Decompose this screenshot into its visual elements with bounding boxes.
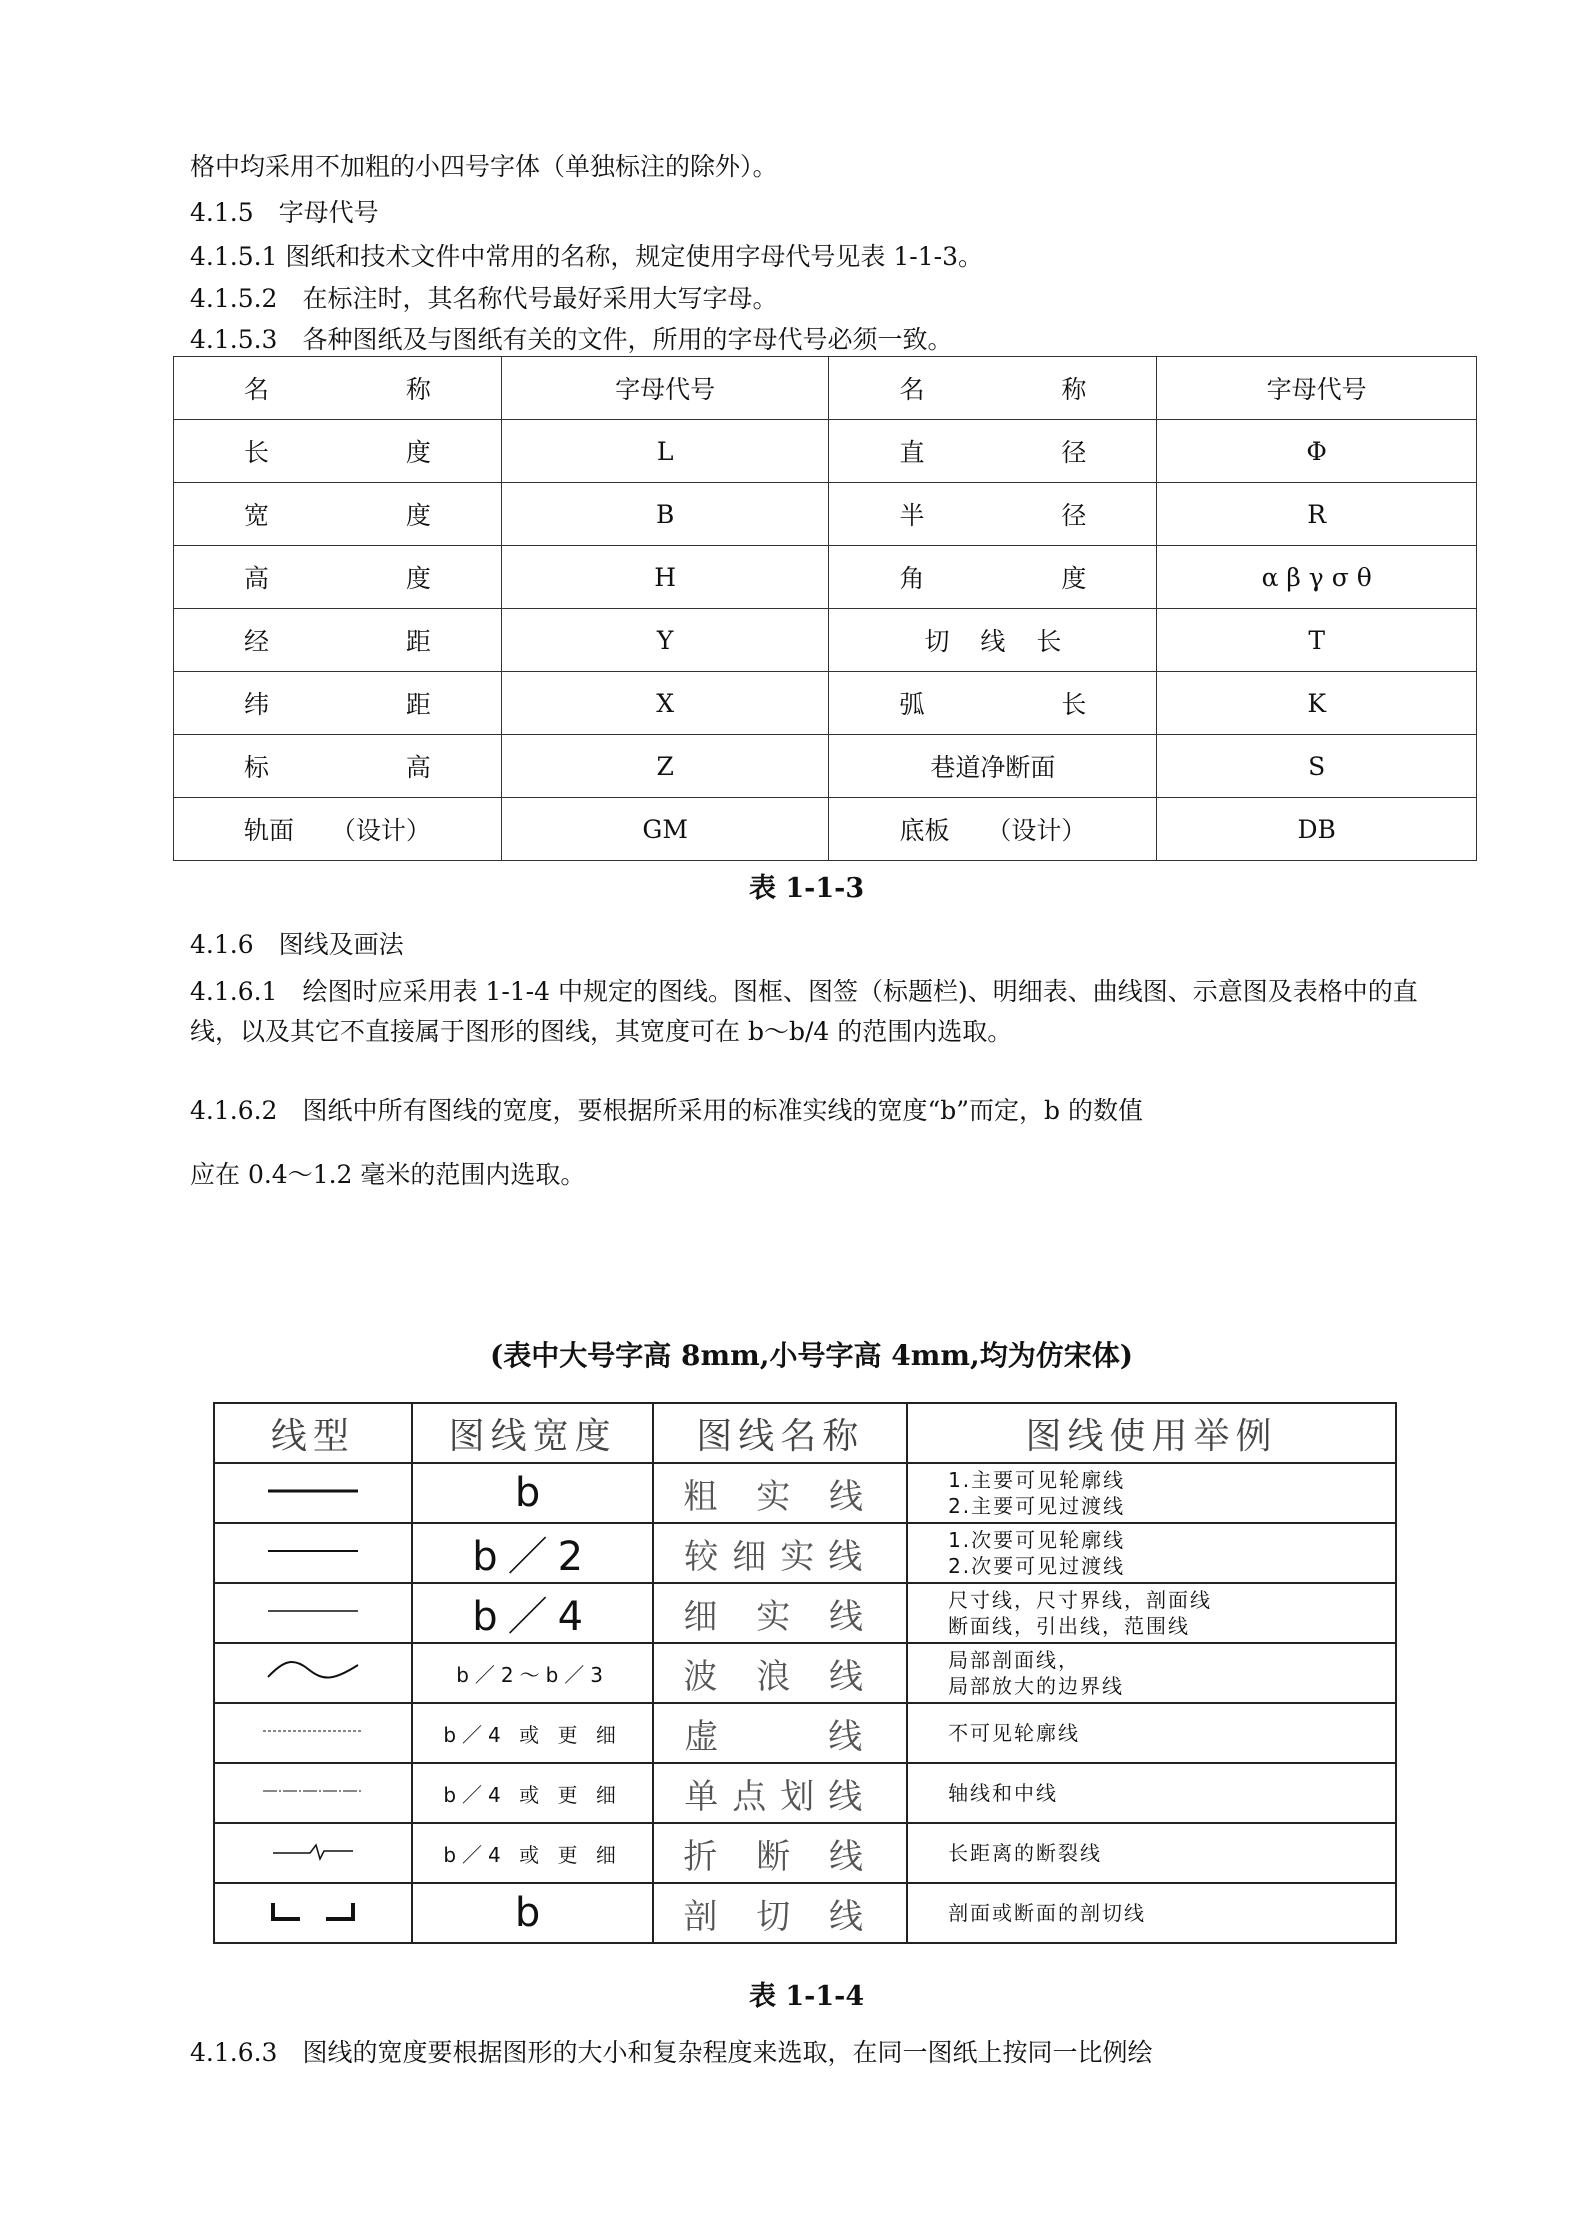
line-name-cell: 波 浪 线 — [653, 1643, 907, 1703]
name-part: 名 — [244, 375, 270, 404]
name-cell — [174, 735, 502, 798]
table-caption: 表 1-1-3 — [749, 873, 865, 904]
name-part: 切 — [924, 627, 950, 656]
usage-line: 尺寸线，尺寸界线，剖面线 — [948, 1588, 1213, 1612]
table-header-row — [214, 1403, 1396, 1463]
header-name — [174, 357, 502, 420]
name-cell: 巷道净断面 — [829, 735, 1157, 798]
usage-line: 2.主要可见过渡线 — [948, 1494, 1126, 1518]
code-cell: Φ — [1157, 420, 1477, 483]
name-part: 距 — [405, 690, 431, 719]
header-cell: 线型 — [214, 1403, 412, 1463]
line-sample-dashdot — [238, 1771, 388, 1811]
name-part: 线 — [980, 627, 1006, 656]
name-part: 半 — [899, 501, 925, 530]
paragraph: 应在 0.4～1.2 毫米的范围内选取。 — [190, 1160, 586, 1189]
line-width-cell: b／4 — [412, 1583, 653, 1643]
name-part: 度 — [405, 501, 431, 530]
name-part: 长 — [244, 438, 270, 467]
paragraph: 4.1.5.1 图纸和技术文件中常用的名称，规定使用字母代号见表 1-1-3。 — [190, 242, 983, 271]
name-part: 高 — [244, 564, 270, 593]
line-sample-cell — [214, 1643, 412, 1703]
line-usage-cell — [907, 1823, 1396, 1883]
name-cell — [174, 483, 502, 546]
line-sample-cell — [214, 1463, 412, 1523]
line-width-cell: b／4 或 更 细 — [412, 1763, 653, 1823]
letter-code-table — [173, 356, 1477, 861]
line-width-cell: b／2 — [412, 1523, 653, 1583]
name-part: 长 — [1036, 627, 1062, 656]
line-name-cell: 单点划线 — [653, 1763, 907, 1823]
name-spread — [899, 811, 1086, 847]
line-type-table — [213, 1402, 1397, 1944]
name-part: 称 — [405, 375, 431, 404]
name-cell — [174, 672, 502, 735]
name-cell — [829, 798, 1157, 861]
name-part: 高 — [405, 753, 431, 782]
usage-line: 不可见轮廓线 — [948, 1721, 1081, 1745]
paragraph: 4.1.6.1 绘图时应采用表 1-1-4 中规定的图线。图框、图签（标题栏)、明细表、曲线图、示意图及表格中的直线，以及其它不直接属于图形的图线，其宽度可在 b～b/4 的范围内选取。 — [190, 977, 1418, 1046]
paragraph: 4.1.6.2 图纸中所有图线的宽度，要根据所采用的标准实线的宽度“b”而定，b 的数值 — [190, 1096, 1143, 1125]
name-part: 底板 — [899, 816, 950, 845]
name-cell — [829, 420, 1157, 483]
line-usage-cell — [907, 1583, 1396, 1643]
line-name-cell: 虚 线 — [653, 1703, 907, 1763]
line-name-cell: 折 断 线 — [653, 1823, 907, 1883]
table-header-row — [174, 357, 1477, 420]
header-code: 字母代号 — [1157, 357, 1477, 420]
line-usage-cell — [907, 1463, 1396, 1523]
usage-line: 长距离的断裂线 — [948, 1841, 1103, 1865]
table-row — [174, 672, 1477, 735]
line-sample-cell — [214, 1583, 412, 1643]
name-part: （设计） — [986, 816, 1087, 845]
table-row — [214, 1883, 1396, 1943]
usage-line: 1.次要可见轮廓线 — [948, 1528, 1126, 1552]
line-width-cell: b — [412, 1883, 653, 1943]
name-part: 度 — [1061, 564, 1087, 593]
paragraph: 4.1.5.2 在标注时，其名称代号最好采用大写字母。 — [190, 284, 778, 313]
table-row — [174, 420, 1477, 483]
name-cell — [829, 609, 1157, 672]
table-row — [174, 609, 1477, 672]
name-part: 径 — [1061, 438, 1087, 467]
name-part: 度 — [405, 438, 431, 467]
name-spread — [244, 370, 431, 406]
name-part: 径 — [1061, 501, 1087, 530]
name-cell — [174, 546, 502, 609]
header-cell: 图线使用举例 — [907, 1403, 1396, 1463]
code-cell: K — [1157, 672, 1477, 735]
name-part: 宽 — [244, 501, 270, 530]
name-spread — [244, 622, 431, 658]
line-usage-cell — [907, 1703, 1396, 1763]
code-cell: S — [1157, 735, 1477, 798]
line-sample-thin — [238, 1591, 388, 1631]
line-width-cell: b／2～b／3 — [412, 1643, 653, 1703]
line-width-cell: b／4 或 更 细 — [412, 1823, 653, 1883]
usage-line: 剖面或断面的剖切线 — [948, 1901, 1147, 1925]
name-part: 直 — [899, 438, 925, 467]
name-spread — [899, 496, 1086, 532]
table-note: (表中大号字高 8mm,小号字高 4mm,均为仿宋体) — [490, 1339, 1133, 1372]
name-part: 度 — [405, 564, 431, 593]
table-row — [214, 1823, 1396, 1883]
table-row — [214, 1703, 1396, 1763]
name-part: （设计） — [330, 816, 431, 845]
table-row — [174, 546, 1477, 609]
usage-line: 断面线，引出线，范围线 — [948, 1614, 1191, 1638]
code-cell: Y — [501, 609, 829, 672]
line-sample-cell — [214, 1763, 412, 1823]
name-part: 轨面 — [244, 816, 295, 845]
line-sample-cell — [214, 1883, 412, 1943]
line-name-cell: 剖 切 线 — [653, 1883, 907, 1943]
line-sample-section — [238, 1891, 388, 1931]
name-cell — [829, 672, 1157, 735]
table-row — [174, 483, 1477, 546]
paragraph: 格中均采用不加粗的小四号字体（单独标注的除外）。 — [190, 152, 778, 181]
code-cell: DB — [1157, 798, 1477, 861]
line-sample-medium — [238, 1531, 388, 1571]
line-sample-cell — [214, 1523, 412, 1583]
line-name-cell: 细 实 线 — [653, 1583, 907, 1643]
line-sample-break — [238, 1831, 388, 1871]
name-spread — [244, 811, 431, 847]
name-spread — [244, 433, 431, 469]
usage-line: 2.次要可见过渡线 — [948, 1554, 1126, 1578]
line-usage-cell — [907, 1883, 1396, 1943]
line-usage-cell — [907, 1763, 1396, 1823]
name-spread — [899, 622, 1086, 658]
line-sample-cell — [214, 1703, 412, 1763]
table-row — [214, 1583, 1396, 1643]
line-sample-wave — [238, 1651, 388, 1691]
line-sample-cell — [214, 1823, 412, 1883]
code-cell: L — [501, 420, 829, 483]
table-row — [214, 1463, 1396, 1523]
usage-line: 局部放大的边界线 — [948, 1674, 1125, 1698]
header-cell: 图线宽度 — [412, 1403, 653, 1463]
name-part: 长 — [1061, 690, 1087, 719]
code-cell: GM — [501, 798, 829, 861]
table-row — [174, 798, 1477, 861]
table-row — [174, 735, 1477, 798]
usage-line: 1.主要可见轮廓线 — [948, 1468, 1126, 1492]
table-caption: 表 1-1-4 — [749, 1981, 865, 2012]
usage-line: 局部剖面线， — [948, 1648, 1081, 1672]
header-name — [829, 357, 1157, 420]
code-cell: T — [1157, 609, 1477, 672]
header-cell: 图线名称 — [653, 1403, 907, 1463]
table-row — [214, 1523, 1396, 1583]
code-cell: X — [501, 672, 829, 735]
name-part: 弧 — [899, 690, 925, 719]
paragraph: 4.1.6.3 图线的宽度要根据图形的大小和复杂程度来选取，在同一图纸上按同一比例绘 — [190, 2038, 1153, 2067]
name-part: 距 — [405, 627, 431, 656]
name-spread — [899, 685, 1086, 721]
line-usage-cell — [907, 1643, 1396, 1703]
name-cell — [174, 420, 502, 483]
name-spread — [244, 559, 431, 595]
line-width-cell: b — [412, 1463, 653, 1523]
name-cell — [174, 798, 502, 861]
code-cell: Z — [501, 735, 829, 798]
name-spread — [899, 433, 1086, 469]
name-spread — [244, 496, 431, 532]
name-part: 纬 — [244, 690, 270, 719]
table-row — [214, 1763, 1396, 1823]
line-usage-cell — [907, 1523, 1396, 1583]
header-code: 字母代号 — [501, 357, 829, 420]
line-sample-thick — [238, 1471, 388, 1511]
section-heading: 4.1.6 图线及画法 — [190, 930, 404, 959]
name-cell — [829, 483, 1157, 546]
name-spread — [244, 748, 431, 784]
name-part: 标 — [244, 753, 270, 782]
code-cell: α β γ σ θ — [1157, 546, 1477, 609]
line-name-cell: 较细实线 — [653, 1523, 907, 1583]
table-row — [214, 1643, 1396, 1703]
code-cell: B — [501, 483, 829, 546]
name-part: 经 — [244, 627, 270, 656]
name-part: 名 — [899, 375, 925, 404]
name-spread — [899, 370, 1086, 406]
line-name-cell: 粗 实 线 — [653, 1463, 907, 1523]
name-part: 称 — [1061, 375, 1087, 404]
name-spread — [244, 685, 431, 721]
name-cell — [829, 546, 1157, 609]
name-spread — [899, 559, 1086, 595]
code-cell: H — [501, 546, 829, 609]
paragraph: 4.1.5.3 各种图纸及与图纸有关的文件，所用的字母代号必须一致。 — [190, 325, 953, 354]
line-sample-dashed — [238, 1711, 388, 1751]
usage-line: 轴线和中线 — [948, 1781, 1059, 1805]
name-cell — [174, 609, 502, 672]
name-part: 角 — [899, 564, 925, 593]
code-cell: R — [1157, 483, 1477, 546]
section-heading: 4.1.5 字母代号 — [190, 198, 379, 227]
line-width-cell: b／4 或 更 细 — [412, 1703, 653, 1763]
